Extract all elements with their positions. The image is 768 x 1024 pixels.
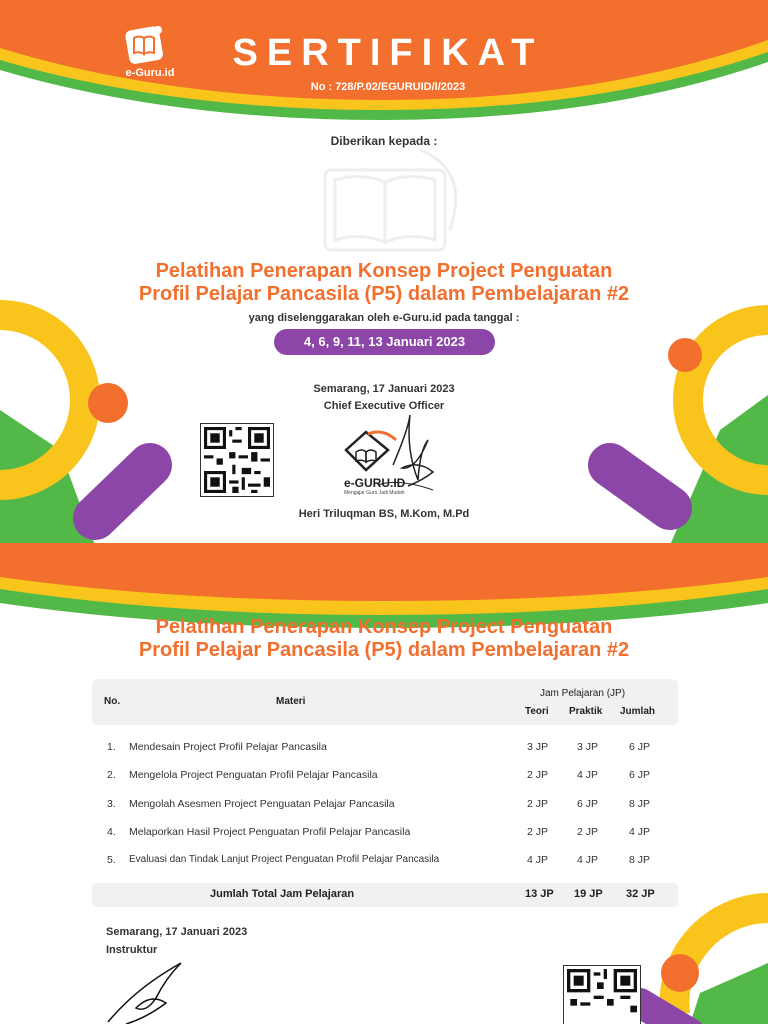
row-teori: 4 JP (527, 854, 549, 866)
total-label: Jumlah Total Jam Pelajaran (210, 888, 355, 900)
row-teori: 2 JP (527, 826, 549, 838)
table-header (92, 679, 678, 725)
organized-by-text: yang diselenggarakan oleh e-Guru.id pada tanggal : (248, 312, 520, 324)
row-no: 3. (107, 798, 116, 810)
training-dates-badge: 4, 6, 9, 11, 13 Januari 2023 (274, 329, 495, 355)
stamp-brand: e-GURU.ID (344, 476, 406, 490)
table-row (92, 766, 678, 786)
given-to-label: Diberikan kepada : (330, 134, 438, 148)
row-materi: Evaluasi dan Tindak Lanjut Project Penguatan Profil Pelajar Pancasila (129, 854, 440, 865)
instructor-place-date: Semarang, 17 Januari 2023 (106, 926, 248, 938)
certificate-number: No : 728/P.02/EGURUID/I/2023 (310, 81, 466, 93)
materials-course-title-line1: Pelatihan Penerapan Konsep Project Penguatan (155, 616, 613, 638)
e-guru-logo-icon (123, 22, 167, 66)
row-praktik: 4 JP (577, 769, 599, 781)
instructor-signature (106, 958, 196, 1024)
table-row (92, 851, 678, 871)
materials-page (0, 543, 768, 1024)
total-teori: 13 JP (525, 888, 554, 900)
table-row (92, 795, 678, 815)
row-jumlah: 6 JP (629, 741, 651, 753)
row-praktik: 4 JP (577, 854, 599, 866)
header-no: No. (104, 696, 121, 707)
row-teori: 2 JP (527, 769, 549, 781)
row-no: 4. (107, 826, 116, 838)
row-no: 2. (107, 769, 116, 781)
materials-qr-code (563, 965, 641, 1024)
row-materi: Mengelola Project Penguatan Profil Pelajar Pancasila (129, 769, 378, 781)
table-row (92, 823, 678, 843)
row-praktik: 6 JP (577, 798, 599, 810)
table-row (92, 738, 678, 758)
logo-label: e-Guru.id (125, 67, 175, 79)
row-jumlah: 8 JP (629, 854, 651, 866)
certificate-title: SERTIFIKAT (232, 32, 544, 74)
header-jp: Jam Pelajaran (JP) (540, 688, 626, 699)
row-materi: Mengolah Asesmen Project Penguatan Pelajar Pancasila (129, 798, 395, 810)
signer-name: Heri Triluqman BS, M.Kom, M.Pd (298, 508, 470, 520)
materials-course-title-line2: Profil Pelajar Pancasila (P5) dalam Pembelajaran #2 (138, 639, 630, 661)
row-jumlah: 8 JP (629, 798, 651, 810)
place-date: Semarang, 17 Januari 2023 (313, 383, 455, 395)
row-jumlah: 4 JP (629, 826, 651, 838)
row-materi: Melaporkan Hasil Project Penguatan Profil Pelajar Pancasila (129, 826, 411, 838)
row-no: 1. (107, 741, 116, 753)
total-praktik: 19 JP (574, 888, 603, 900)
course-title (0, 260, 768, 306)
qr-code-icon (567, 969, 637, 1024)
header-materi: Materi (276, 696, 306, 707)
signer-position: Chief Executive Officer (323, 400, 445, 412)
total-jumlah: 32 JP (626, 888, 655, 900)
row-teori: 2 JP (527, 798, 549, 810)
materials-course-title (0, 616, 768, 662)
row-praktik: 3 JP (577, 741, 599, 753)
instructor-role: Instruktur (106, 944, 158, 956)
header-jumlah: Jumlah (620, 706, 656, 717)
header-praktik: Praktik (569, 706, 603, 717)
row-no: 5. (107, 854, 116, 866)
qr-code-icon (204, 427, 270, 493)
verification-qr-code (200, 423, 274, 497)
stamp-tagline: Mengajar Guru Jadi Mudah (344, 490, 405, 496)
course-title-line1: Pelatihan Penerapan Konsep Project Penguatan (155, 260, 613, 282)
row-materi: Mendesain Project Profil Pelajar Pancasila (129, 741, 327, 753)
total-row (92, 883, 678, 907)
header-teori: Teori (525, 706, 549, 717)
row-praktik: 2 JP (577, 826, 599, 838)
row-jumlah: 6 JP (629, 769, 651, 781)
course-title-line2: Profil Pelajar Pancasila (P5) dalam Pembelajaran #2 (138, 283, 630, 305)
row-teori: 3 JP (527, 741, 549, 753)
